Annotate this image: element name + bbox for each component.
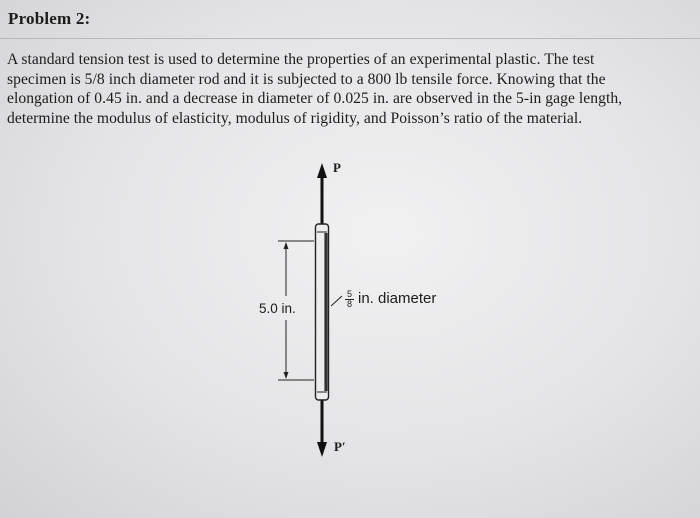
diameter-leader — [331, 296, 342, 306]
load-arrow-bottom-head — [317, 442, 327, 457]
gage-arrowhead-bottom — [284, 372, 289, 379]
problem-line-2: specimen is 5/8 inch diameter rod and it is subjected to a 800 lb tensile force. Knowing that the — [7, 70, 606, 88]
fraction-denominator: 8 — [346, 299, 352, 309]
fraction-numerator: 5 — [346, 289, 352, 299]
gage-length-label: 5.0 in. — [259, 301, 296, 316]
gage-arrowhead-top — [284, 242, 289, 249]
problem-heading: Problem 2: — [8, 9, 91, 28]
load-label-p: P — [333, 160, 341, 175]
problem-line-4: determine the modulus of elasticity, modulus of rigidity, and Poisson’s ratio of the material. — [7, 109, 583, 127]
diameter-fraction — [345, 290, 354, 309]
load-label-p-prime: P′ — [334, 439, 346, 454]
problem-line-3: elongation of 0.45 in. and a decrease in diameter of 0.025 in. are observed in the 5-in gage length, — [7, 90, 623, 107]
diameter-label: in. diameter — [358, 290, 437, 307]
problem-line-1: A standard tension test is used to determine the properties of an experimental plastic. The test — [7, 51, 595, 68]
load-arrow-top-head — [317, 163, 327, 178]
